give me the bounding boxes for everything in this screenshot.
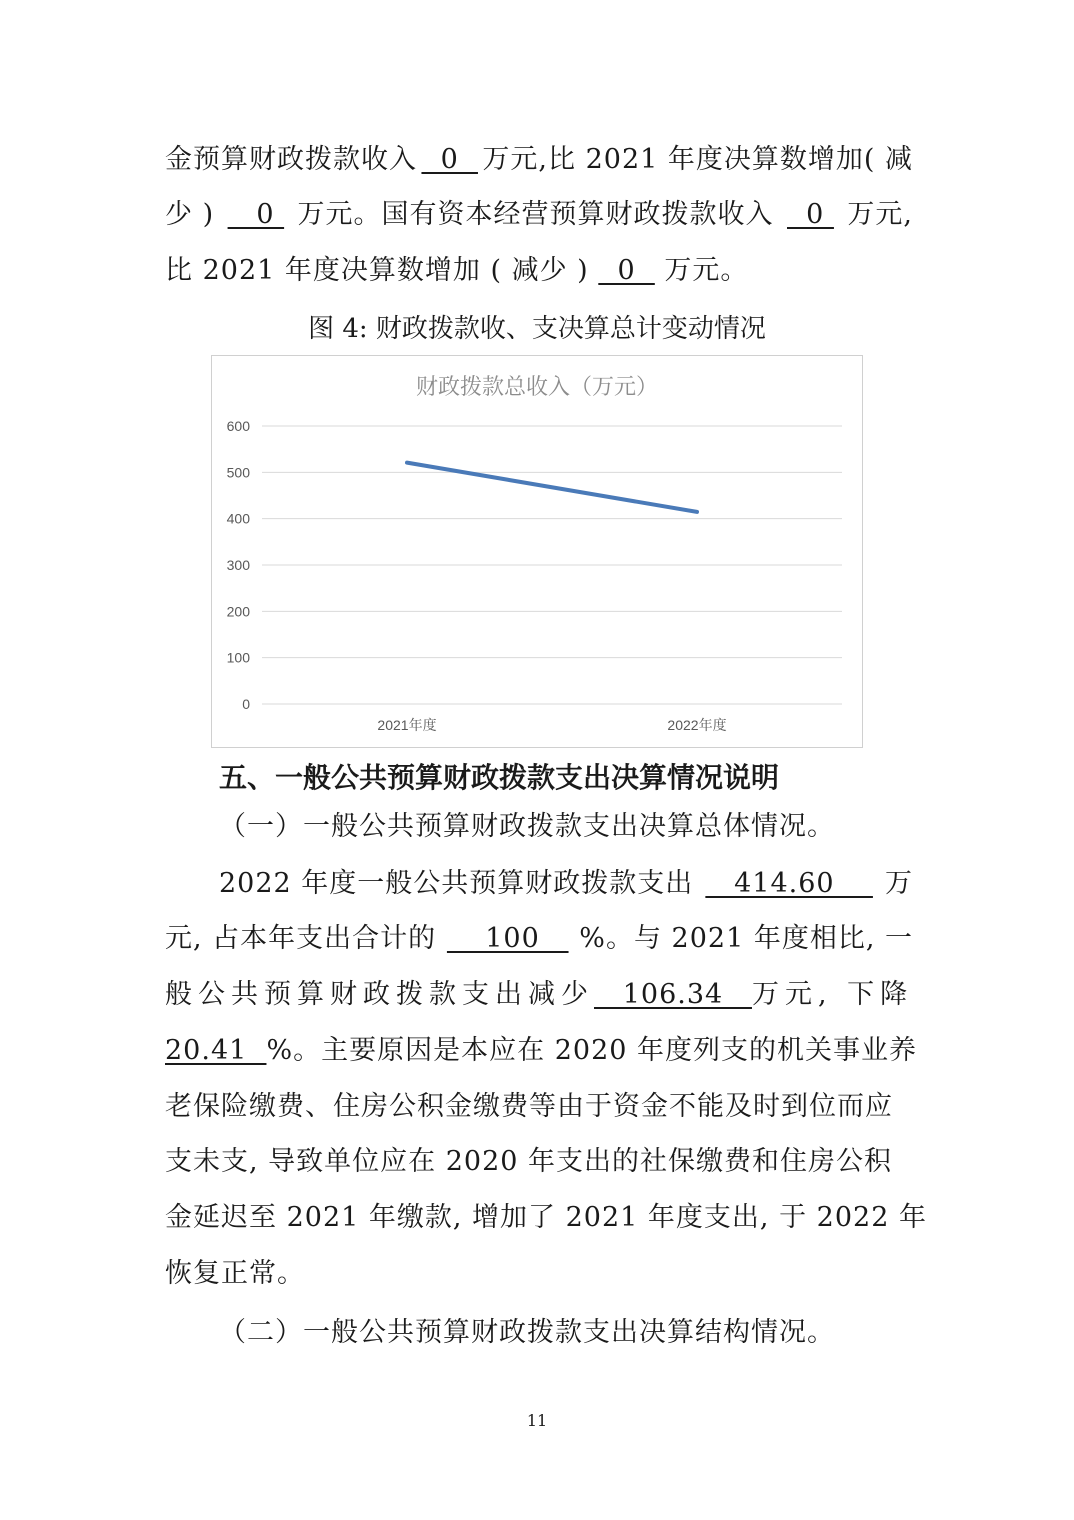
para2-line6: 支未支, 导致单位应在 2020 年支出的社保缴费和住房公积 [165,1146,893,1177]
blank-value: 20.41 [165,1035,267,1066]
y-tick-label: 0 [242,696,250,712]
series-line [407,463,697,512]
text: 2022 年度一般公共预算财政拨款支出 [219,868,694,899]
para2-line8: 恢复正常。 [165,1258,305,1289]
text: 元, 占本年支出合计的 [165,923,437,954]
y-tick-label: 500 [226,464,250,481]
text: 般公共预算财政拨款支出减少 [165,979,594,1010]
x-tick-label: 2022年度 [667,717,727,733]
chart-title: 财政拨款总收入（万元） [415,374,659,399]
blank-value: 100 [446,923,569,954]
y-tick-label: 400 [226,510,250,527]
line-chart [212,356,862,747]
blank-value: 106.34 [594,979,752,1010]
text: 少 ) [165,199,215,230]
y-tick-label: 600 [226,418,250,434]
text: %。主要原因是本应在 2020 年度列支的机关事业养 [266,1035,918,1066]
text: %。与 2021 年度相比, 一 [579,923,913,954]
text: 万 [884,868,913,899]
figure-caption: 图 4: 财政拨款收、支决算总计变动情况 [308,314,766,344]
text: 金预算财政拨款收入 [165,144,417,175]
y-tick-label: 300 [226,557,250,573]
x-tick-label: 2021年度 [377,717,437,733]
y-tick-label: 100 [226,649,250,666]
text: 万元。国有资本经营预算财政拨款收入 [297,199,774,230]
blank-value: 0 [598,255,655,286]
para2-line3 [165,978,913,1012]
text: 万元,比 2021 年度决算数增加( 减 [482,144,913,175]
blank-value: 0 [421,144,478,175]
section-heading: 五、一般公共预算财政拨款支出决算情况说明 [219,761,780,794]
text: 万元。 [664,255,749,286]
chart-container [211,355,863,748]
text: 万元, [847,199,913,230]
para1-line3 [165,254,913,288]
para1-line2 [165,198,913,232]
para2-line7: 金延迟至 2021 年缴款, 增加了 2021 年度支出, 于 2022 年 [165,1202,927,1233]
text: 比 2021 年度决算数增加 ( 减少 ) [165,255,589,286]
para2-line2 [165,922,913,956]
para1-line1 [165,143,913,177]
subheading-1: （一）一般公共预算财政拨款支出决算总体情况。 [219,811,835,842]
subheading-2: （二）一般公共预算财政拨款支出决算结构情况。 [219,1317,835,1348]
text: 万元, 下降 [751,979,914,1010]
para2-line1 [219,867,913,901]
blank-value: 0 [227,199,285,230]
page-number: 11 [526,1411,548,1430]
para2-line4 [165,1034,918,1068]
y-tick-label: 200 [226,603,250,620]
blank-value: 414.60 [705,868,873,899]
para2-line5: 老保险缴费、住房公积金缴费等由于资金不能及时到位而应 [165,1091,893,1122]
blank-value: 0 [787,199,834,230]
